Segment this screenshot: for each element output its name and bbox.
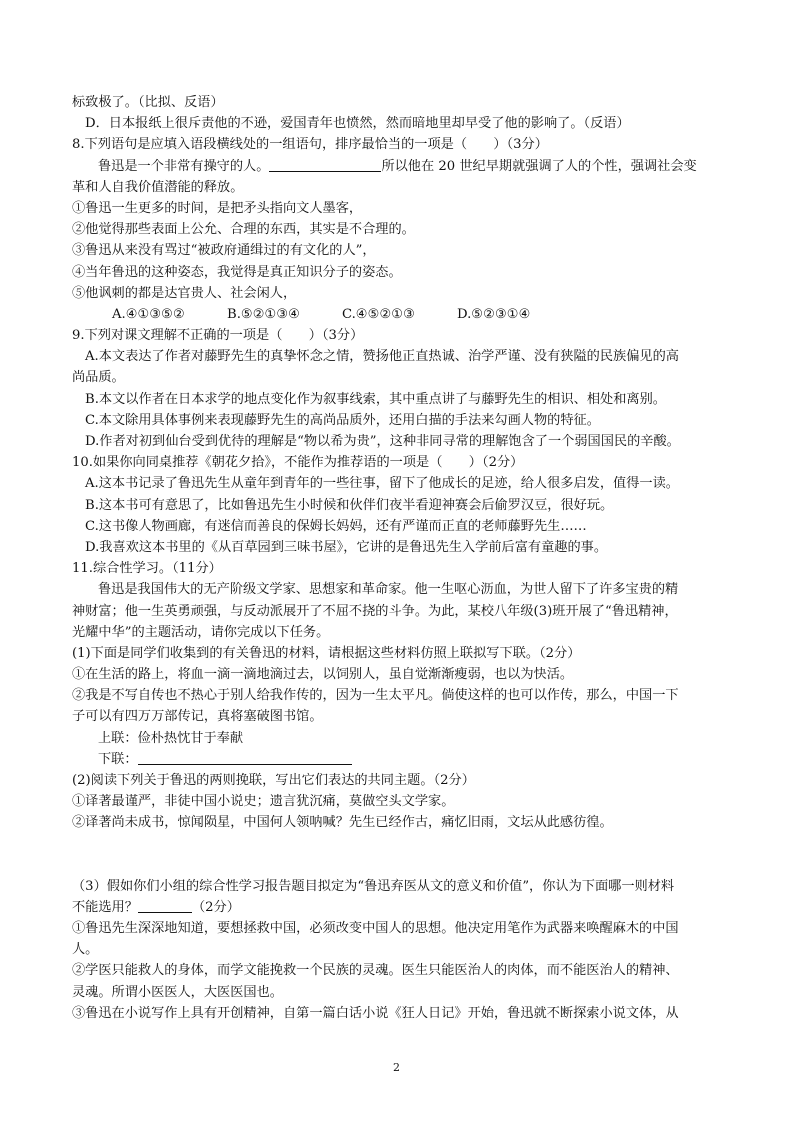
- q8-items: [72, 198, 724, 304]
- text-line: ③鲁迅在小说写作上具有开创精神，自第一篇白话小说《狂人日记》开始，鲁迅就不断探索小说文体，从: [72, 1005, 679, 1021]
- text-line: ②我是不写自传也不热心于别人给我作传的，因为一生太平凡。倘使这样的也可以作传，那么，中国一下: [72, 688, 679, 704]
- text-line: ①鲁迅先生深深地知道，要想拯救中国，必须改变中国人的思想。他决定用笔作为武器来唤醒麻木的中国: [72, 920, 679, 936]
- section-top: [72, 92, 724, 156]
- text-line: D.作者对初到仙台受到优待的理解是“物以希为贵”，这种非同寻常的理解饱含了一个弱国国民的辛酸。: [85, 434, 680, 449]
- text-line: A.本文表达了作者对藤野先生的真挚怀念之情，赞扬他正直热诚、治学严谨、没有狭隘的民族偏见的高: [85, 349, 679, 365]
- text-line: (1)下面是同学们收集到的有关鲁迅的材料，请根据这些材料仿照上联拟写下联。（2分）: [72, 645, 581, 661]
- q11-3-line2: [72, 897, 724, 918]
- text-line: 10.如果你向同桌推荐《朝花夕拾》，不能作为推荐语的一项是（ ）（2分）: [72, 455, 524, 471]
- q8-option[interactable]: A.④①③⑤②: [112, 306, 185, 322]
- q11-3-prompt: 不能选用？: [72, 899, 138, 915]
- text-line: A.这本书记录了鲁迅先生从童年到青年的一些往事，留下了他成长的足迹，给人很多启发，值得一读。: [85, 476, 679, 492]
- couplet-answer-blank[interactable]: [138, 750, 352, 765]
- text-line: 子可以有四万万部传记，真将塞破图书馆。: [72, 709, 323, 725]
- text-line: C.本文除用具体事例来表现藤野先生的高尚品质外，还用白描的手法来勾画人物的特征。: [85, 412, 600, 428]
- page-number: 2: [393, 1061, 400, 1074]
- text-line: C.这书像人物画廊，有迷信而善良的保姆长妈妈，还有严谨而正直的老师藤野先生……: [85, 518, 587, 534]
- text-line: D.我喜欢这本书里的《从百草园到三味书屋》，它讲的是鲁迅先生入学前后富有童趣的事。: [85, 539, 608, 555]
- text-line: 神财富；他一生英勇顽强，与反动派展开了不屈不挠的斗争。为此，某校八年级(3)班开展了“鲁迅精神，: [72, 603, 678, 619]
- text-line: ②学医只能救人的身体，而学文能挽救一个民族的灵魂。医生只能医治人的肉体，而不能医治人的精神、: [72, 963, 679, 979]
- spacer: [72, 834, 724, 876]
- section-middle: [72, 325, 724, 728]
- text-line: D．日本报纸上很斥责他的不逊，爱国青年也愤然，然而暗地里却早受了他的影响了。（反语）: [85, 116, 630, 132]
- text-line: 光耀中华”的主题活动，请你完成以下任务。: [72, 624, 330, 640]
- q11-3-score: （2分）: [191, 899, 240, 915]
- document-page: [72, 92, 724, 1024]
- q8-passage-cont: 革和人自我价值潜能的释放。: [72, 179, 244, 195]
- q8-options: [72, 304, 724, 325]
- q8-option[interactable]: D.⑤②③①④: [457, 306, 531, 322]
- q8-item: ④当年鲁迅的这种姿态，我觉得是真正知识分子的姿态。: [72, 264, 402, 280]
- text-line: 9.下列对课文理解不正确的一项是（ ）（3分）: [72, 328, 364, 344]
- q8-option[interactable]: B.⑤②①③④: [227, 306, 300, 322]
- text-line: 8.下列语句是应填入语段横线处的一组语句，排序最恰当的一项是（ ）（3分）: [72, 137, 548, 153]
- text-line: B.这本书可有意思了，比如鲁迅先生小时候和伙伴们夜半看迎神赛会后偷罗汉豆，很好玩。: [85, 497, 614, 513]
- couplet-lower-label: 下联：: [98, 751, 138, 767]
- text-line: 尚品质。: [72, 370, 125, 386]
- text-line: ①在生活的路上，将血一滴一滴地滴过去，以饲别人，虽自觉渐渐瘦弱，也以为快活。: [72, 667, 574, 683]
- section-part2: [72, 770, 724, 834]
- text-line: 灵魂。所谓小医医人，大医医国也。: [72, 984, 283, 1000]
- q8-passage-start: 鲁迅是一个非常有操守的人。: [98, 158, 270, 174]
- q8-item: ①鲁迅一生更多的时间，是把矛头指向文人墨客，: [72, 200, 363, 216]
- q8-option[interactable]: C.④⑤②①③: [342, 306, 415, 322]
- q8-passage-line: [72, 156, 724, 177]
- couplet-upper: 上联：俭朴热忱甘于奉献: [98, 730, 244, 746]
- section-bottom: [72, 918, 724, 1024]
- text-line: B.本文以作者在日本求学的地点变化作为叙事线索，其中重点讲了与藤野先生的相识、相处和离别。: [85, 391, 666, 407]
- couplet-lower-line: [72, 749, 724, 770]
- q8-passage-end: 所以他在 20 世纪早期就强调了人的个性，强调社会变: [381, 158, 697, 174]
- text-line: (2)阅读下列关于鲁迅的两则挽联，写出它们表达的共同主题。（2分）: [72, 773, 475, 788]
- text-line: ①译著最谨严，非徒中国小说史；遗言犹沉痛，莫做空头文学家。: [72, 794, 455, 810]
- text-line: 鲁迅是我国伟大的无产阶级文学家、思想家和革命家。他一生呕心沥血，为世人留下了许多宝贵的精: [98, 582, 679, 598]
- q8-item: ②他觉得那些表面上公允、合理的东西，其实是不合理的。: [72, 222, 415, 238]
- text-line: ②译著尚未成书，惊闻陨星，中国何人领呐喊？先生已经作古，痛忆旧雨，文坛从此感彷徨。: [72, 815, 613, 831]
- q8-item: ③鲁迅从来没有骂过“被政府通缉过的有文化的人”，: [72, 243, 376, 259]
- text-line: 11.综合性学习。（11分）: [72, 561, 222, 577]
- q8-answer-blank[interactable]: [269, 157, 381, 172]
- q8-item: ⑤他讽刺的都是达官贵人、社会闲人，: [72, 285, 297, 301]
- q11-3-answer-blank[interactable]: [138, 898, 192, 913]
- text-line: 标致极了。（比拟、反语）: [72, 95, 224, 110]
- text-line: 人。: [72, 942, 99, 958]
- q11-3-line1: （3）假如你们小组的综合性学习报告题目拟定为“鲁迅弃医从文的意义和价值”，你认为下面哪一则材料: [72, 878, 675, 894]
